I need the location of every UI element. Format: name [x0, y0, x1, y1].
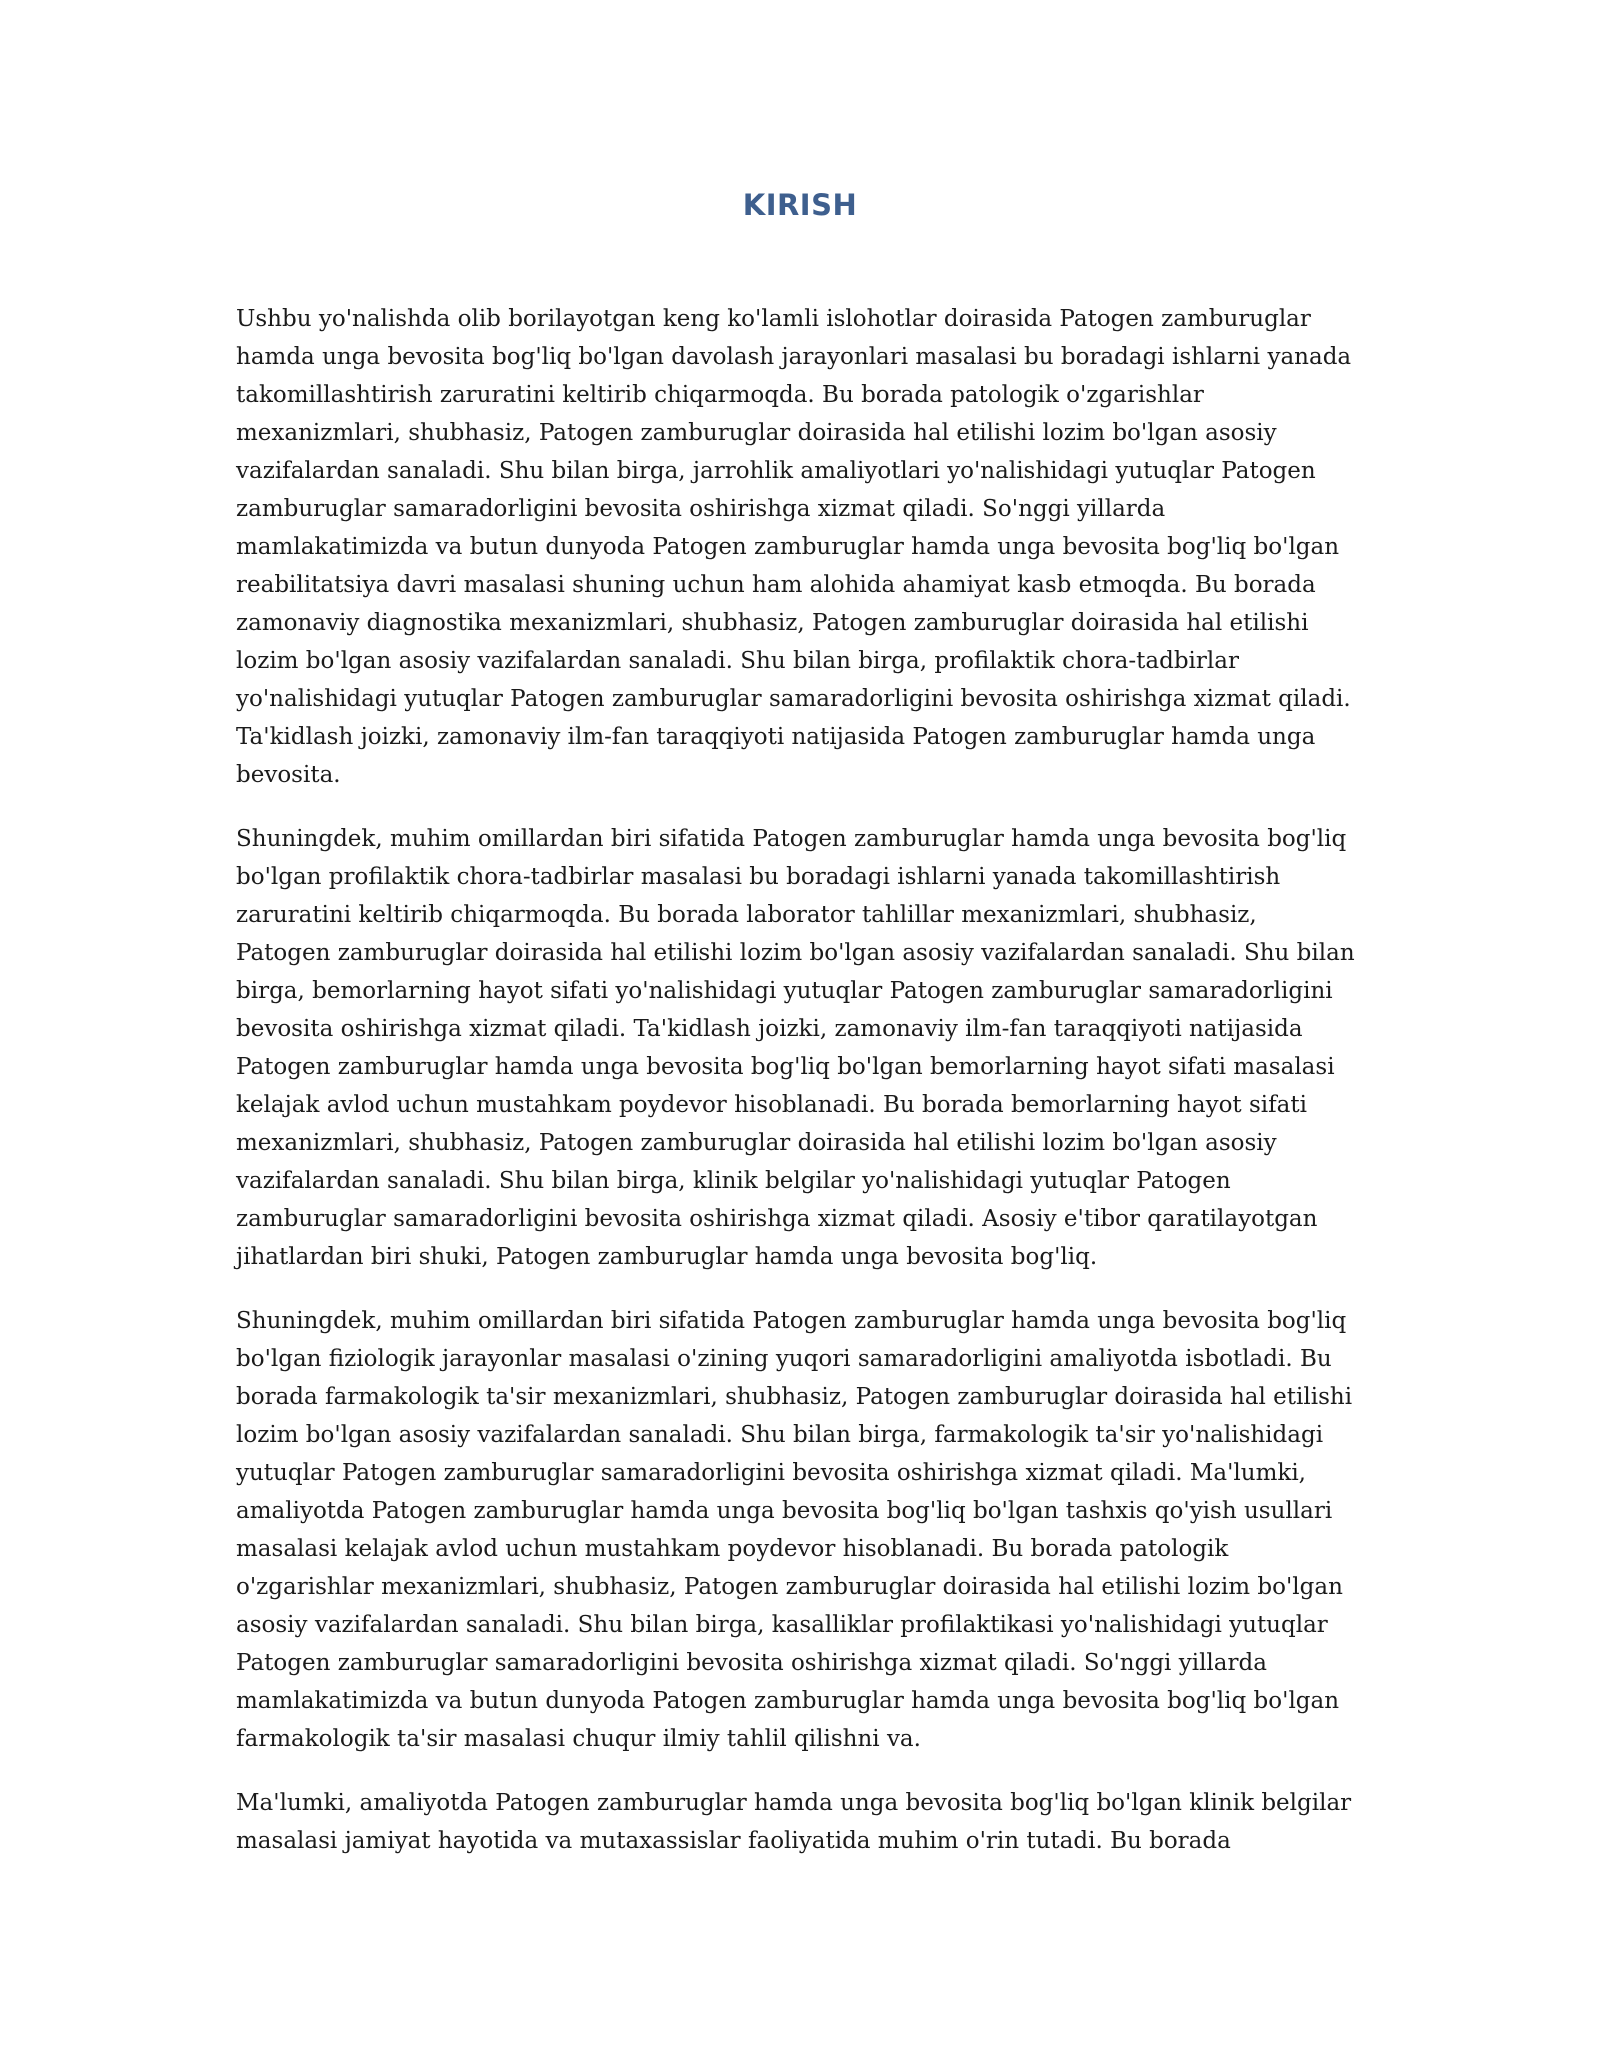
paragraph-line: birga, bemorlarning hayot sifati yo'nalishidagi yutuqlar Patogen zamburuglar samaradorligini: [236, 978, 1333, 1004]
paragraph-line: farmakologik ta'sir masalasi chuqur ilmiy tahlil qilishni va.: [236, 1726, 921, 1752]
paragraph-line: lozim bo'lgan asosiy vazifalardan sanaladi. Shu bilan birga, profilaktik chora-tadbirlar: [236, 648, 1239, 674]
paragraph-line: Patogen zamburuglar samaradorligini bevosita oshirishga xizmat qiladi. So'nggi yillarda: [236, 1650, 1267, 1676]
paragraph-line: takomillashtirish zaruratini keltirib chiqarmoqda. Bu borada patologik o'zgarishlar: [236, 382, 1204, 408]
paragraph-line: jihatlardan biri shuki, Patogen zamburuglar hamda unga bevosita bog'liq.: [236, 1244, 1098, 1270]
paragraph-line: Patogen zamburuglar hamda unga bevosita bog'liq bo'lgan bemorlarning hayot sifati masalasi: [236, 1054, 1335, 1080]
paragraph-line: bevosita oshirishga xizmat qiladi. Ta'kidlash joizki, zamonaviy ilm-fan taraqqiyoti natijasida: [236, 1016, 1303, 1042]
paragraph-line: mexanizmlari, shubhasiz, Patogen zamburuglar doirasida hal etilishi lozim bo'lgan asosiy: [236, 1130, 1277, 1156]
paragraph-line: Ta'kidlash joizki, zamonaviy ilm-fan taraqqiyoti natijasida Patogen zamburuglar hamda unga: [236, 724, 1316, 750]
paragraph-line: Ma'lumki, amaliyotda Patogen zamburuglar hamda unga bevosita bog'liq bo'lgan klinik belgilar: [236, 1790, 1352, 1816]
paragraph-line: Shuningdek, muhim omillardan biri sifatida Patogen zamburuglar hamda unga bevosita bog'liq: [236, 826, 1347, 852]
paragraph-line: vazifalardan sanaladi. Shu bilan birga, jarrohlik amaliyotlari yo'nalishidagi yutuqlar Patogen: [236, 458, 1316, 484]
paragraph-line: zamburuglar samaradorligini bevosita oshirishga xizmat qiladi. Asosiy e'tibor qaratilayotgan: [236, 1206, 1318, 1232]
paragraph-line: bevosita.: [236, 762, 341, 788]
paragraph: [236, 1784, 1370, 1860]
paragraph-line: amaliyotda Patogen zamburuglar hamda unga bevosita bog'liq bo'lgan tashxis qo'yish usullari: [236, 1498, 1333, 1524]
paragraph-line: bo'lgan fiziologik jarayonlar masalasi o'zining yuqori samaradorligini amaliyotda isbotladi. Bu: [236, 1346, 1332, 1372]
paragraph-line: Ushbu yo'nalishda olib borilayotgan keng ko'lamli islohotlar doirasida Patogen zamburuglar: [236, 306, 1311, 332]
paragraph-line: Shuningdek, muhim omillardan biri sifatida Patogen zamburuglar hamda unga bevosita bog'liq: [236, 1308, 1347, 1334]
paragraph-line: kelajak avlod uchun mustahkam poydevor hisoblanadi. Bu borada bemorlarning hayot sifati: [236, 1092, 1307, 1118]
paragraph-line: mamlakatimizda va butun dunyoda Patogen zamburuglar hamda unga bevosita bog'liq bo'lgan: [236, 1688, 1340, 1714]
paragraph-line: yo'nalishidagi yutuqlar Patogen zamburuglar samaradorligini bevosita oshirishga xizmat qiladi.: [236, 686, 1351, 712]
paragraph-line: vazifalardan sanaladi. Shu bilan birga, klinik belgilar yo'nalishidagi yutuqlar Patogen: [236, 1168, 1231, 1194]
paragraph-line: Patogen zamburuglar doirasida hal etilishi lozim bo'lgan asosiy vazifalardan sanaladi. Shu bilan: [236, 940, 1355, 966]
paragraph-line: asosiy vazifalardan sanaladi. Shu bilan birga, kasalliklar profilaktikasi yo'nalishidagi yutuqlar: [236, 1612, 1328, 1638]
paragraph-line: reabilitatsiya davri masalasi shuning uchun ham alohida ahamiyat kasb etmoqda. Bu borada: [236, 572, 1316, 598]
paragraph-line: borada farmakologik ta'sir mexanizmlari, shubhasiz, Patogen zamburuglar doirasida hal etilishi: [236, 1384, 1353, 1410]
paragraph: [236, 300, 1370, 794]
paragraph-line: masalasi kelajak avlod uchun mustahkam poydevor hisoblanadi. Bu borada patologik: [236, 1536, 1229, 1562]
paragraph-line: mexanizmlari, shubhasiz, Patogen zamburuglar doirasida hal etilishi lozim bo'lgan asosiy: [236, 420, 1277, 446]
paragraph-line: zamonaviy diagnostika mexanizmlari, shubhasiz, Patogen zamburuglar doirasida hal etilishi: [236, 610, 1309, 636]
paragraph-line: lozim bo'lgan asosiy vazifalardan sanaladi. Shu bilan birga, farmakologik ta'sir yo'nalishidagi: [236, 1422, 1324, 1448]
document-body: [236, 300, 1370, 1886]
paragraph-line: mamlakatimizda va butun dunyoda Patogen zamburuglar hamda unga bevosita bog'liq bo'lgan: [236, 534, 1340, 560]
paragraph-line: hamda unga bevosita bog'liq bo'lgan davolash jarayonlari masalasi bu boradagi ishlarni yanada: [236, 344, 1352, 370]
paragraph-line: zamburuglar samaradorligini bevosita oshirishga xizmat qiladi. So'nggi yillarda: [236, 496, 1166, 522]
paragraph: [236, 820, 1370, 1276]
page-title: KIRISH: [742, 188, 858, 222]
paragraph: [236, 1302, 1370, 1758]
paragraph-line: o'zgarishlar mexanizmlari, shubhasiz, Patogen zamburuglar doirasida hal etilishi lozim bo'lgan: [236, 1574, 1343, 1600]
paragraph-line: zaruratini keltirib chiqarmoqda. Bu borada laborator tahlillar mexanizmlari, shubhasiz,: [236, 902, 1257, 928]
paragraph-line: bo'lgan profilaktik chora-tadbirlar masalasi bu boradagi ishlarni yanada takomillashtirish: [236, 864, 1281, 890]
paragraph-line: yutuqlar Patogen zamburuglar samaradorligini bevosita oshirishga xizmat qiladi. Ma'lumki,: [236, 1460, 1306, 1486]
paragraph-line: masalasi jamiyat hayotida va mutaxassislar faoliyatida muhim o'rin tutadi. Bu borada: [236, 1828, 1231, 1854]
